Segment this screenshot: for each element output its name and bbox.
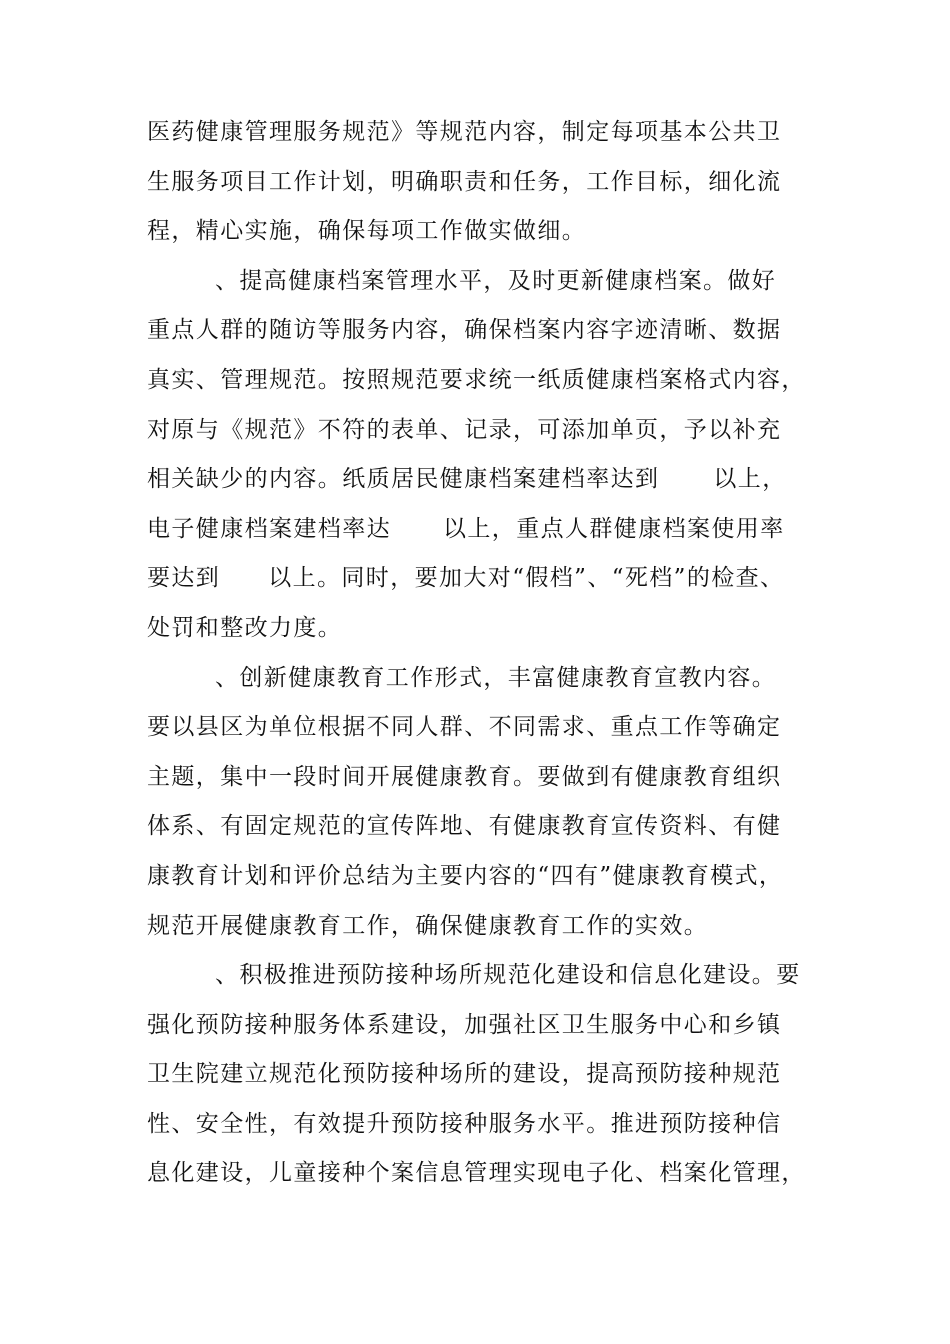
text-segment: 以上，	[713, 466, 787, 493]
text-line: 强化预防接种服务体系建设，加强社区卫生服务中心和乡镇	[147, 1011, 782, 1038]
text-line: 息化建设，儿童接种个案信息管理实现电子化、档案化管理，	[147, 1160, 806, 1187]
paragraph-first-line: 、积极推进预防接种场所规范化建设和信息化建设。要	[215, 962, 801, 989]
text-line: 要以县区为单位根据不同人群、不同需求、重点工作等确定	[147, 714, 782, 741]
text-line: 性、安全性，有效提升预防接种服务水平。推进预防接种信	[147, 1110, 782, 1137]
text-segment: 相关缺少的内容。纸质居民健康档案建档率达到	[147, 466, 660, 493]
text-segment: 电子健康档案建档率达	[147, 515, 391, 542]
paragraph-first-line: 、创新健康教育工作形式，丰富健康教育宣教内容。	[215, 664, 777, 691]
text-line: 体系、有固定规范的宣传阵地、有健康教育宣传资料、有健	[147, 813, 782, 840]
paragraph-first-line: 、提高健康档案管理水平，及时更新健康档案。做好	[215, 267, 777, 294]
text-line: 康教育计划和评价总结为主要内容的“四有”健康教育模式，	[147, 862, 784, 889]
document-body	[147, 108, 827, 1199]
text-line: 程，精心实施，确保每项工作做实做细。	[147, 218, 587, 245]
text-line: 主题，集中一段时间开展健康教育。要做到有健康教育组织	[147, 763, 782, 790]
text-line: 规范开展健康教育工作，确保健康教育工作的实效。	[147, 912, 709, 939]
text-line: 处罚和整改力度。	[147, 614, 343, 641]
text-line	[147, 505, 827, 555]
text-line: 医药健康管理服务规范》等规范内容，制定每项基本公共卫	[147, 119, 782, 145]
text-line: 真实、管理规范。按照规范要求统一纸质健康档案格式内容，	[147, 366, 806, 393]
text-line	[147, 455, 827, 505]
text-segment: 以上，重点人群健康档案使用率	[443, 515, 785, 542]
text-segment: 以上。同时，要加大对“假档”、“死档”的检查、	[268, 565, 785, 592]
text-line: 对原与《规范》不符的表单、记录，可添加单页，予以补充	[147, 416, 782, 443]
text-line: 卫生院建立规范化预防接种场所的建设，提高预防接种规范	[147, 1061, 782, 1088]
text-line: 生服务项目工作计划，明确职责和任务，工作目标，细化流	[147, 168, 782, 195]
text-line	[147, 554, 827, 604]
text-line: 重点人群的随访等服务内容，确保档案内容字迹清晰、数据	[147, 317, 782, 344]
text-segment: 要达到	[147, 565, 221, 592]
